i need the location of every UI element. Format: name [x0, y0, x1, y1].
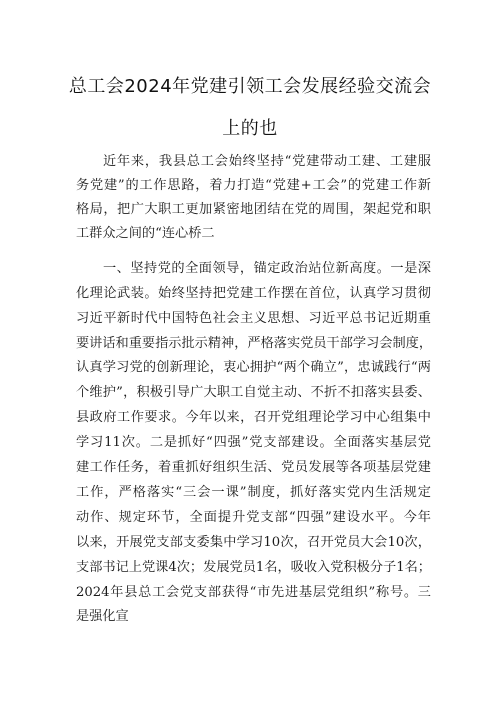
paragraph-2-line-10: 工作，严格落实“三会一课”制度，抓好落实党内生活规定	[76, 485, 431, 500]
paragraph-1-line-4: 工群众之间的“连心桥二	[76, 226, 215, 241]
paragraph-1-line-1: 近年来，我县总工会始终坚持“党建带动工建、工建服	[103, 154, 431, 169]
paragraph-2-line-9: 建工作任务，着重抓好组织生活、党员发展等各项基层党建	[76, 460, 431, 475]
paragraph-2-line-14: 2024年县总工会党支部获得“市先进基层党组织”称号。三	[76, 585, 431, 600]
paragraph-2-line-12: 以来，开展党支部支委集中学习10次，召开党员大会10次，	[76, 535, 431, 550]
paragraph-2-line-6: 个维护”，积极引导广大职工自觉主动、不折不扣落实县委、	[76, 385, 431, 400]
paragraph-2-line-3: 习近平新时代中国特色社会主义思想、习近平总书记近期重	[76, 311, 431, 326]
paragraph-2-line-8: 学习11次。二是抓好“四强”党支部建设。全面落实基层党	[76, 435, 431, 450]
paragraph-2-line-2: 化理论武装。始终坚持把党建工作摆在首位，认真学习贯彻	[76, 286, 431, 301]
paragraph-2-line-7: 县政府工作要求。今年以来，召开党组理论学习中心组集中	[76, 410, 431, 425]
document-title-line-1: 总工会2024年党建引领工会发展经验交流会	[68, 76, 432, 97]
paragraph-1-line-2: 务党建”的工作思路，着力打造“党建+工会”的党建工作新	[76, 178, 431, 193]
paragraph-2-line-1: 一、坚持党的全面领导，锚定政治站位新高度。一是深	[103, 261, 431, 276]
paragraph-2-line-5: 认真学习党的创新理论，衷心拥护“两个确立”，忠诚践行“两	[76, 360, 431, 375]
paragraph-2-line-4: 要讲话和重要指示批示精神，严格落实党员干部学习会制度，	[76, 336, 433, 351]
paragraph-2-line-15: 是强化宣	[76, 609, 129, 624]
paragraph-1-line-3: 格局，把广大职工更加紧密地团结在党的周围，架起党和职	[76, 202, 431, 217]
document-title-line-2: 上的也	[222, 118, 278, 139]
paragraph-2-line-11: 动作、规定环节，全面提升党支部“四强”建设水平。今年	[76, 510, 431, 525]
paragraph-2-line-13: 支部书记上党课4次；发展党员1名，吸收入党积极分子1名；	[76, 560, 431, 575]
